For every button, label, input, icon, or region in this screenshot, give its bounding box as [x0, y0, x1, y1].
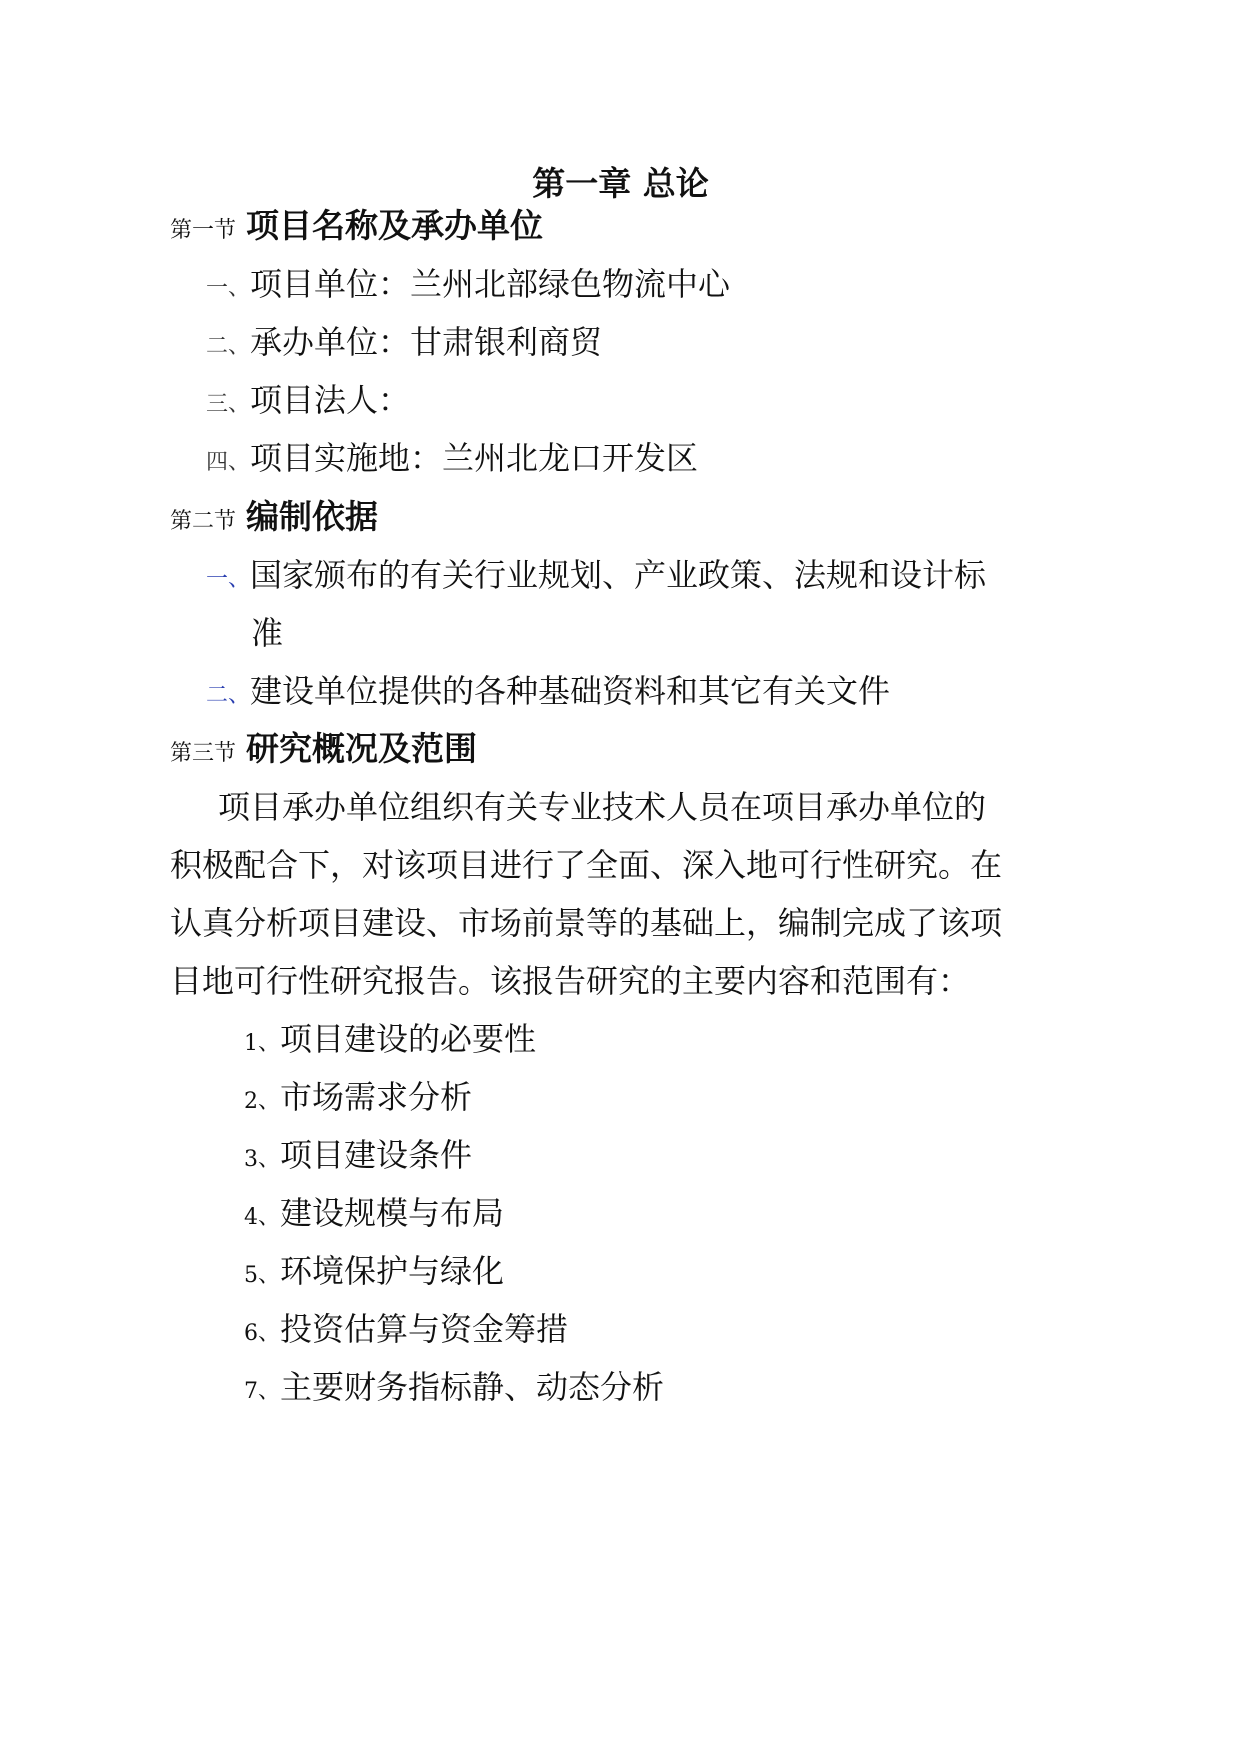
section-3-title: 研究概况及范围 [246, 729, 478, 768]
item-text: 国家颁布的有关行业规划、产业政策、法规和设计标 [250, 556, 987, 594]
scope-list-item [244, 1305, 568, 1358]
paragraph-line: 项目承办单位组织有关专业技术人员在项目承办单位的 [218, 788, 987, 826]
item-number: 5、 [244, 1263, 280, 1288]
item-number: 二、 [206, 683, 251, 708]
item-number: 三、 [206, 392, 251, 417]
scope-list-item [244, 1015, 536, 1068]
item-text: 项目实施地：兰州北龙口开发区 [250, 439, 699, 477]
item-number: 3、 [244, 1147, 280, 1172]
section-2-item-continuation: 准 [251, 614, 284, 652]
item-text: 承办单位：甘肃银利商贸 [250, 323, 603, 361]
item-text: 市场需求分析 [280, 1078, 473, 1116]
section-1-title: 项目名称及承办单位 [246, 206, 544, 245]
item-number: 1、 [244, 1031, 280, 1056]
section-3-label: 第三节 [170, 741, 237, 766]
item-number: 6、 [244, 1321, 280, 1346]
scope-list-item [244, 1073, 472, 1126]
item-number: 四、 [206, 450, 251, 475]
item-text: 项目单位：兰州北部绿色物流中心 [250, 265, 731, 303]
item-number: 一、 [206, 567, 251, 592]
scope-list-item [244, 1363, 664, 1416]
item-text: 环境保护与绿化 [280, 1252, 505, 1290]
item-number: 7、 [244, 1379, 280, 1404]
item-number: 4、 [244, 1205, 280, 1230]
paragraph-line: 认真分析项目建设、市场前景等的基础上，编制完成了该项 [170, 904, 1003, 942]
item-number: 一、 [206, 276, 251, 301]
paragraph-line: 目地可行性研究报告。该报告研究的主要内容和范围有： [170, 962, 971, 1000]
section-1-item [206, 434, 698, 487]
scope-list-item [244, 1131, 472, 1184]
section-2-label: 第二节 [170, 509, 237, 534]
scope-list-item [244, 1189, 504, 1242]
section-2-item [206, 551, 986, 604]
section-1-item [206, 260, 730, 313]
item-number: 2、 [244, 1089, 280, 1114]
chapter-title: 第一章 总论 [532, 164, 709, 203]
item-text: 建设单位提供的各种基础资料和其它有关文件 [250, 672, 891, 710]
section-2-item [206, 667, 890, 720]
item-text: 主要财务指标静、动态分析 [280, 1368, 665, 1406]
section-1-item [206, 318, 602, 371]
section-1-label: 第一节 [170, 218, 237, 243]
scope-list-item [244, 1247, 504, 1300]
item-text: 项目建设条件 [280, 1136, 473, 1174]
section-1-item [206, 376, 410, 429]
item-text: 项目建设的必要性 [280, 1020, 537, 1058]
section-1-heading [170, 202, 543, 255]
section-3-heading [170, 725, 477, 778]
section-2-heading [170, 493, 378, 546]
item-number: 二、 [206, 334, 251, 359]
section-2-title: 编制依据 [246, 497, 379, 536]
item-text: 建设规模与布局 [280, 1194, 505, 1232]
item-text: 投资估算与资金筹措 [280, 1310, 569, 1348]
item-text: 项目法人： [250, 381, 411, 419]
paragraph-line: 积极配合下，对该项目进行了全面、深入地可行性研究。在 [170, 846, 1003, 884]
